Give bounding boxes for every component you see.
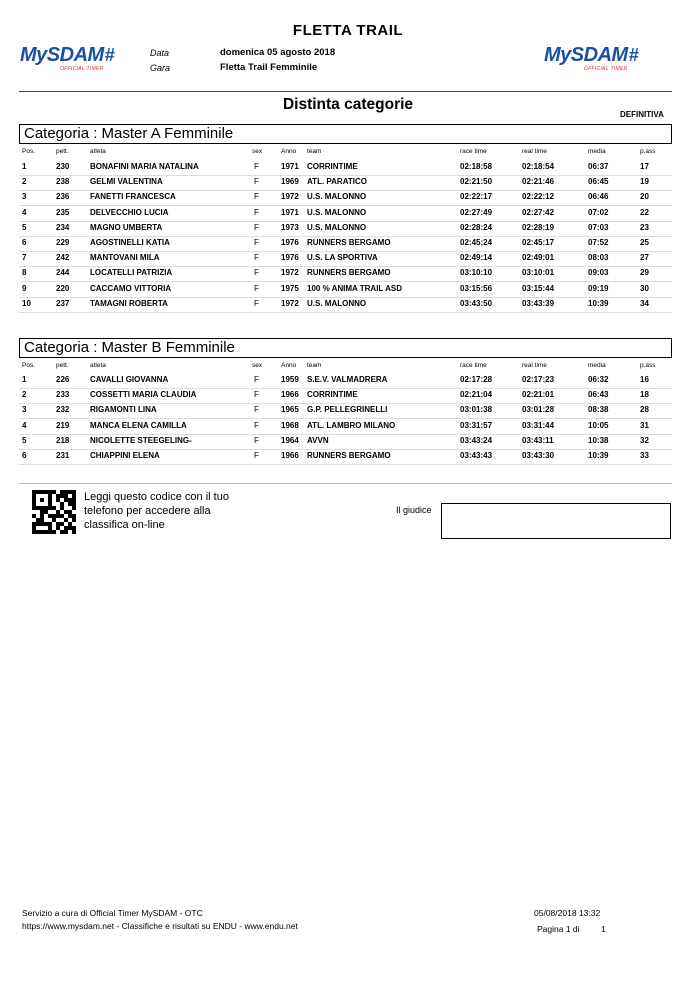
cell-race-time: 02:27:49 (460, 207, 493, 217)
cell-sex: F (254, 222, 259, 232)
cell-overall-pos: 30 (640, 283, 649, 293)
cell-pace: 07:02 (588, 207, 609, 217)
cell-year: 1966 (281, 390, 299, 400)
cell-bib: 230 (56, 162, 70, 171)
cell-pace: 08:38 (588, 405, 609, 415)
qr-text-line: telefono per accedere alla (84, 505, 211, 517)
cell-pos: 5 (22, 435, 27, 445)
column-header-pace: media (588, 148, 606, 155)
header-divider (19, 91, 672, 92)
cell-pace: 10:05 (588, 420, 609, 430)
cell-athlete: AGOSTINELLI KATIA (90, 238, 170, 247)
cell-sex: F (254, 268, 259, 278)
table-row (19, 388, 672, 404)
cell-real-time: 02:27:42 (522, 207, 555, 217)
cell-real-time: 03:10:01 (522, 268, 555, 278)
race-value: Fletta Trail Femminile (220, 62, 318, 73)
cell-overall-pos: 17 (640, 162, 649, 171)
cell-pace: 06:43 (588, 390, 609, 400)
footer-service: Servizio a cura di Official Timer MySDAM - OTC (22, 908, 203, 918)
column-header-year: Anno (281, 148, 297, 155)
column-header-team: team (307, 148, 322, 155)
logo-text: MySDAM (20, 44, 104, 66)
cell-year: 1964 (281, 435, 299, 445)
mysdam-logo-right (544, 44, 639, 72)
cell-overall-pos: 23 (640, 222, 649, 232)
cell-sex: F (254, 162, 259, 171)
cell-year: 1972 (281, 268, 299, 278)
column-header-pos: Pos. (22, 148, 36, 155)
cell-overall-pos: 16 (640, 375, 649, 384)
cell-sex: F (254, 177, 259, 187)
cell-pos: 1 (22, 375, 27, 384)
cell-team: RUNNERS BERGAMO (307, 451, 391, 460)
cell-team: U.S. MALONNO (307, 192, 367, 202)
cell-pace: 06:32 (588, 375, 609, 384)
column-header-pace: media (588, 362, 606, 369)
table-row (19, 221, 672, 237)
cell-race-time: 03:15:56 (460, 283, 493, 293)
qr-instructions (84, 490, 229, 532)
column-header-bib: pett. (56, 362, 69, 369)
table-row (19, 190, 672, 206)
table-header (0, 360, 696, 372)
cell-team: ATL. LAMBRO MILANO (307, 420, 396, 430)
cell-overall-pos: 31 (640, 420, 649, 430)
cell-pace: 09:19 (588, 283, 609, 293)
qr-text-line: Leggi questo codice con il tuo (84, 491, 229, 503)
cell-overall-pos: 22 (640, 207, 649, 217)
cell-year: 1976 (281, 253, 299, 263)
table-row (19, 434, 672, 450)
logo-hash-icon: # (628, 45, 639, 65)
cell-real-time: 03:15:44 (522, 283, 555, 293)
cell-year: 1969 (281, 177, 299, 187)
cell-pos: 6 (22, 238, 27, 247)
cell-team: CORRINTIME (307, 390, 358, 400)
cell-athlete: MANTOVANI MILA (90, 253, 160, 263)
cell-real-time: 02:17:23 (522, 375, 555, 384)
cell-real-time: 02:21:01 (522, 390, 555, 400)
table-row (19, 449, 672, 465)
cell-sex: F (254, 420, 259, 430)
event-title: FLETTA TRAIL (292, 22, 404, 39)
cell-pos: 2 (22, 390, 27, 400)
column-header-overall-pos: p.ass (640, 362, 656, 369)
cell-year: 1976 (281, 238, 299, 247)
cell-pos: 8 (22, 268, 27, 278)
column-header-pos: Pos. (22, 362, 36, 369)
cell-real-time: 03:01:28 (522, 405, 555, 415)
cell-pace: 10:39 (588, 451, 609, 460)
cell-athlete: TAMAGNI ROBERTA (90, 298, 168, 308)
cell-year: 1968 (281, 420, 299, 430)
table-row (19, 373, 672, 389)
cell-pace: 08:03 (588, 253, 609, 263)
cell-real-time: 03:43:30 (522, 451, 555, 460)
cell-year: 1972 (281, 192, 299, 202)
cell-year: 1959 (281, 375, 299, 384)
cell-overall-pos: 34 (640, 298, 649, 308)
cell-team: ATL. PARATICO (307, 177, 367, 187)
cell-real-time: 03:43:39 (522, 298, 555, 308)
table-row (19, 282, 672, 298)
cell-real-time: 02:28:19 (522, 222, 555, 232)
cell-overall-pos: 19 (640, 177, 649, 187)
cell-sex: F (254, 192, 259, 202)
cell-bib: 232 (56, 405, 70, 415)
cell-pos: 7 (22, 253, 27, 263)
cell-real-time: 03:43:11 (522, 435, 554, 445)
cell-athlete: DELVECCHIO LUCIA (90, 207, 169, 217)
cell-year: 1972 (281, 298, 299, 308)
category-title: Categoria : Master A Femminile (19, 124, 672, 144)
cell-pos: 6 (22, 451, 27, 460)
cell-pos: 4 (22, 420, 27, 430)
cell-pos: 1 (22, 162, 27, 171)
cell-race-time: 02:22:17 (460, 192, 493, 202)
cell-bib: 219 (56, 420, 70, 430)
cell-race-time: 03:43:43 (460, 451, 493, 460)
cell-bib: 238 (56, 177, 70, 187)
cell-pace: 09:03 (588, 268, 609, 278)
cell-team: U.S. MALONNO (307, 222, 367, 232)
table-row (19, 206, 672, 222)
cell-real-time: 02:21:46 (522, 177, 555, 187)
cell-overall-pos: 32 (640, 435, 649, 445)
cell-athlete: GELMI VALENTINA (90, 177, 163, 187)
cell-bib: 229 (56, 238, 70, 247)
table-row (19, 160, 672, 176)
cell-team: RUNNERS BERGAMO (307, 268, 391, 278)
column-header-bib: pett. (56, 148, 69, 155)
cell-sex: F (254, 238, 259, 247)
column-header-race-time: race time (460, 362, 487, 369)
table-row (19, 236, 672, 252)
cell-athlete: CACCAMO VITTORIA (90, 283, 172, 293)
cell-pace: 07:03 (588, 222, 609, 232)
cell-team: RUNNERS BERGAMO (307, 238, 391, 247)
cell-team: U.S. LA SPORTIVA (307, 253, 378, 263)
cell-real-time: 02:49:01 (522, 253, 555, 263)
cell-overall-pos: 25 (640, 238, 649, 247)
cell-bib: 237 (56, 298, 70, 308)
cell-overall-pos: 20 (640, 192, 649, 202)
cell-pos: 2 (22, 177, 27, 187)
cell-athlete: LOCATELLI PATRIZIA (90, 268, 173, 278)
cell-bib: 233 (56, 390, 70, 400)
cell-bib: 231 (56, 451, 70, 460)
cell-real-time: 02:45:17 (522, 238, 555, 247)
category-title: Categoria : Master B Femminile (19, 338, 672, 358)
cell-team: 100 % ANIMA TRAIL ASD (307, 283, 402, 293)
cell-pos: 9 (22, 283, 27, 293)
cell-athlete: NICOLETTE STEEGELING- (90, 435, 192, 445)
cell-race-time: 03:01:38 (460, 405, 493, 415)
cell-sex: F (254, 207, 259, 217)
cell-sex: F (254, 435, 259, 445)
cell-sex: F (254, 405, 259, 415)
cell-pos: 10 (22, 298, 31, 308)
column-header-athlete: atleta (90, 148, 106, 155)
cell-athlete: MANCA ELENA CAMILLA (90, 420, 187, 430)
cell-real-time: 02:22:12 (522, 192, 555, 202)
cell-overall-pos: 33 (640, 451, 649, 460)
cell-pace: 10:39 (588, 298, 609, 308)
cell-bib: 226 (56, 375, 70, 384)
cell-year: 1975 (281, 283, 299, 293)
table-row (19, 251, 672, 267)
cell-race-time: 03:43:24 (460, 435, 493, 445)
cell-pos: 3 (22, 192, 27, 202)
cell-bib: 220 (56, 283, 70, 293)
column-header-athlete: atleta (90, 362, 106, 369)
table-row (19, 403, 672, 419)
qr-text-line: classifica on-line (84, 519, 165, 531)
footer-page-total: 1 (601, 924, 606, 934)
cell-team: U.S. MALONNO (307, 298, 367, 308)
cell-race-time: 02:21:04 (460, 390, 493, 400)
cell-year: 1966 (281, 451, 299, 460)
cell-team: AVVN (307, 435, 329, 445)
cell-pos: 5 (22, 222, 27, 232)
table-row (19, 297, 672, 313)
cell-sex: F (254, 375, 259, 384)
cell-race-time: 02:45:24 (460, 238, 493, 247)
cell-overall-pos: 27 (640, 253, 649, 263)
column-header-year: Anno (281, 362, 297, 369)
cell-sex: F (254, 253, 259, 263)
mysdam-logo-left (20, 44, 115, 72)
cell-bib: 236 (56, 192, 70, 202)
judge-signature-box (441, 503, 671, 539)
table-row (19, 175, 672, 191)
cell-sex: F (254, 451, 259, 460)
cell-athlete: BONAFINI MARIA NATALINA (90, 162, 199, 171)
footer-page-label: Pagina 1 di (537, 924, 580, 934)
cell-race-time: 03:31:57 (460, 420, 493, 430)
cell-bib: 235 (56, 207, 70, 217)
cell-overall-pos: 29 (640, 268, 649, 278)
cell-team: G.P. PELLEGRINELLI (307, 405, 388, 415)
cell-athlete: CAVALLI GIOVANNA (90, 375, 169, 384)
cell-race-time: 03:43:50 (460, 298, 493, 308)
cell-race-time: 02:28:24 (460, 222, 493, 232)
qr-code-icon[interactable] (32, 490, 76, 534)
document-subtitle: Distinta categorie (282, 96, 414, 113)
cell-pos: 4 (22, 207, 27, 217)
cell-race-time: 02:49:14 (460, 253, 493, 263)
cell-real-time: 03:31:44 (522, 420, 555, 430)
cell-race-time: 02:17:28 (460, 375, 493, 384)
table-row (19, 266, 672, 282)
cell-pace: 06:45 (588, 177, 609, 187)
section-divider (19, 483, 672, 484)
date-label: Data (150, 48, 170, 58)
cell-athlete: MAGNO UMBERTA (90, 222, 163, 232)
cell-year: 1973 (281, 222, 299, 232)
footer-links: https://www.mysdam.net - Classifiche e risultati su ENDU - www.endu.net (22, 921, 298, 931)
column-header-real-time: real time (522, 362, 547, 369)
cell-bib: 244 (56, 268, 70, 278)
column-header-team: team (307, 362, 322, 369)
cell-team: S.E.V. VALMADRERA (307, 375, 388, 384)
cell-athlete: CHIAPPINI ELENA (90, 451, 160, 460)
cell-sex: F (254, 390, 259, 400)
logo-subtext: OFFICIAL TIMER (60, 66, 104, 72)
footer-timestamp: 05/08/2018 13:32 (534, 908, 601, 918)
logo-text: MySDAM (544, 44, 628, 66)
logo-subtext: OFFICIAL TIMER (584, 66, 628, 72)
cell-pace: 10:38 (588, 435, 609, 445)
date-value: domenica 05 agosto 2018 (220, 47, 336, 58)
cell-pace: 07:52 (588, 238, 609, 247)
cell-team: CORRINTIME (307, 162, 358, 171)
cell-bib: 242 (56, 253, 70, 263)
column-header-race-time: race time (460, 148, 487, 155)
table-header (0, 146, 696, 158)
cell-athlete: RIGAMONTI LINA (90, 405, 157, 415)
cell-race-time: 03:10:10 (460, 268, 493, 278)
table-row (19, 419, 672, 435)
cell-team: U.S. MALONNO (307, 207, 367, 217)
cell-pos: 3 (22, 405, 27, 415)
column-header-sex: sex (252, 362, 263, 369)
cell-year: 1971 (281, 207, 299, 217)
cell-real-time: 02:18:54 (522, 162, 555, 171)
race-label: Gara (150, 63, 171, 73)
column-header-real-time: real time (522, 148, 547, 155)
cell-sex: F (254, 298, 259, 308)
judge-label: Il giudice (396, 505, 432, 515)
column-header-sex: sex (252, 148, 263, 155)
cell-year: 1965 (281, 405, 299, 415)
cell-pace: 06:37 (588, 162, 609, 171)
status-label: DEFINITIVA (620, 110, 664, 119)
cell-race-time: 02:18:58 (460, 162, 493, 171)
cell-race-time: 02:21:50 (460, 177, 493, 187)
cell-overall-pos: 18 (640, 390, 649, 400)
cell-bib: 234 (56, 222, 70, 232)
cell-athlete: FANETTI FRANCESCA (90, 192, 176, 202)
cell-bib: 218 (56, 435, 70, 445)
column-header-overall-pos: p.ass (640, 148, 656, 155)
logo-hash-icon: # (104, 45, 115, 65)
cell-sex: F (254, 283, 259, 293)
cell-year: 1971 (281, 162, 299, 171)
cell-athlete: COSSETTI MARIA CLAUDIA (90, 390, 197, 400)
cell-pace: 06:46 (588, 192, 609, 202)
cell-overall-pos: 28 (640, 405, 649, 415)
